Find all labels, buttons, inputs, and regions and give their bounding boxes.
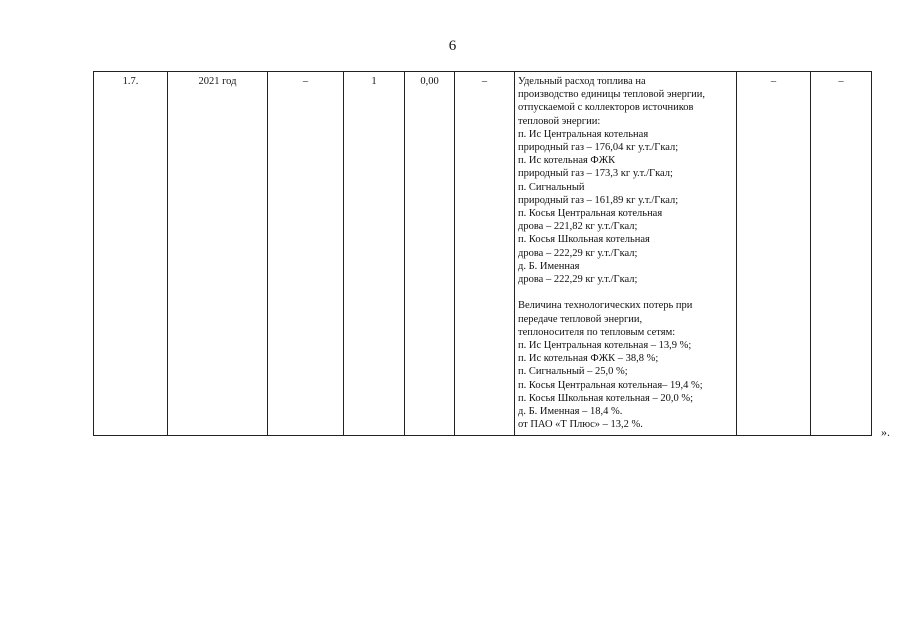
description-line: п. Ис котельная ФЖК xyxy=(518,155,616,167)
description-line: п. Косья Школьная котельная – 20,0 %; xyxy=(518,392,694,404)
col3-cell: – xyxy=(268,72,344,436)
description-line: природный газ – 161,89 кг у.т./Гкал; xyxy=(518,194,679,206)
description-line: теплоносителя по тепловым сетям: xyxy=(518,326,676,338)
description-line: отпускаемой с коллекторов источников xyxy=(518,102,694,114)
closing-quote: ». xyxy=(881,425,890,439)
description-line: природный газ – 173,3 кг у.т./Гкал; xyxy=(518,168,673,180)
description-line: Удельный расход топлива на xyxy=(518,76,646,87)
description-line: п. Косья Центральная котельная– 19,4 %; xyxy=(518,379,703,391)
description-line: п. Косья Центральная котельная xyxy=(518,208,663,220)
description-line: д. Б. Именная xyxy=(518,260,580,272)
col9-cell: – xyxy=(811,72,872,436)
col5-cell: 0,00 xyxy=(405,72,455,436)
heat-loss-block xyxy=(518,299,733,431)
description-line: передаче тепловой энергии, xyxy=(518,313,643,325)
description-line: д. Б. Именная – 18,4 %. xyxy=(518,406,623,418)
description-line: дрова – 221,82 кг у.т./Гкал; xyxy=(518,221,638,233)
description-line: производство единицы тепловой энергии, xyxy=(518,89,706,101)
description-line: Величина технологических потерь при xyxy=(518,300,693,312)
tariff-table xyxy=(93,71,872,436)
description-line: п. Сигнальный – 25,0 %; xyxy=(518,366,628,378)
description-line: п. Сигнальный xyxy=(518,181,585,193)
table-row xyxy=(94,72,872,436)
description-line: п. Ис котельная ФЖК – 38,8 %; xyxy=(518,353,659,365)
year-cell: 2021 год xyxy=(168,72,268,436)
row-number-cell: 1.7. xyxy=(94,72,168,436)
col4-cell: 1 xyxy=(344,72,405,436)
description-line: тепловой энергии: xyxy=(518,115,601,127)
col8-cell: – xyxy=(737,72,811,436)
block-spacer xyxy=(518,286,733,299)
description-line: п. Ис Центральная котельная xyxy=(518,128,649,140)
description-line: от ПАО «Т Плюс» – 13,2 %. xyxy=(518,419,643,431)
fuel-consumption-block xyxy=(518,75,733,286)
page-number: 6 xyxy=(448,38,457,54)
description-line: природный газ – 176,04 кг у.т./Гкал; xyxy=(518,142,679,154)
description-line: п. Ис Центральная котельная – 13,9 %; xyxy=(518,340,692,352)
description-line: дрова – 222,29 кг у.т./Гкал; xyxy=(518,247,638,259)
description-cell xyxy=(515,72,737,436)
col6-cell: – xyxy=(455,72,515,436)
description-line: п. Косья Школьная котельная xyxy=(518,234,650,246)
description-line: дрова – 222,29 кг у.т./Гкал; xyxy=(518,274,638,286)
